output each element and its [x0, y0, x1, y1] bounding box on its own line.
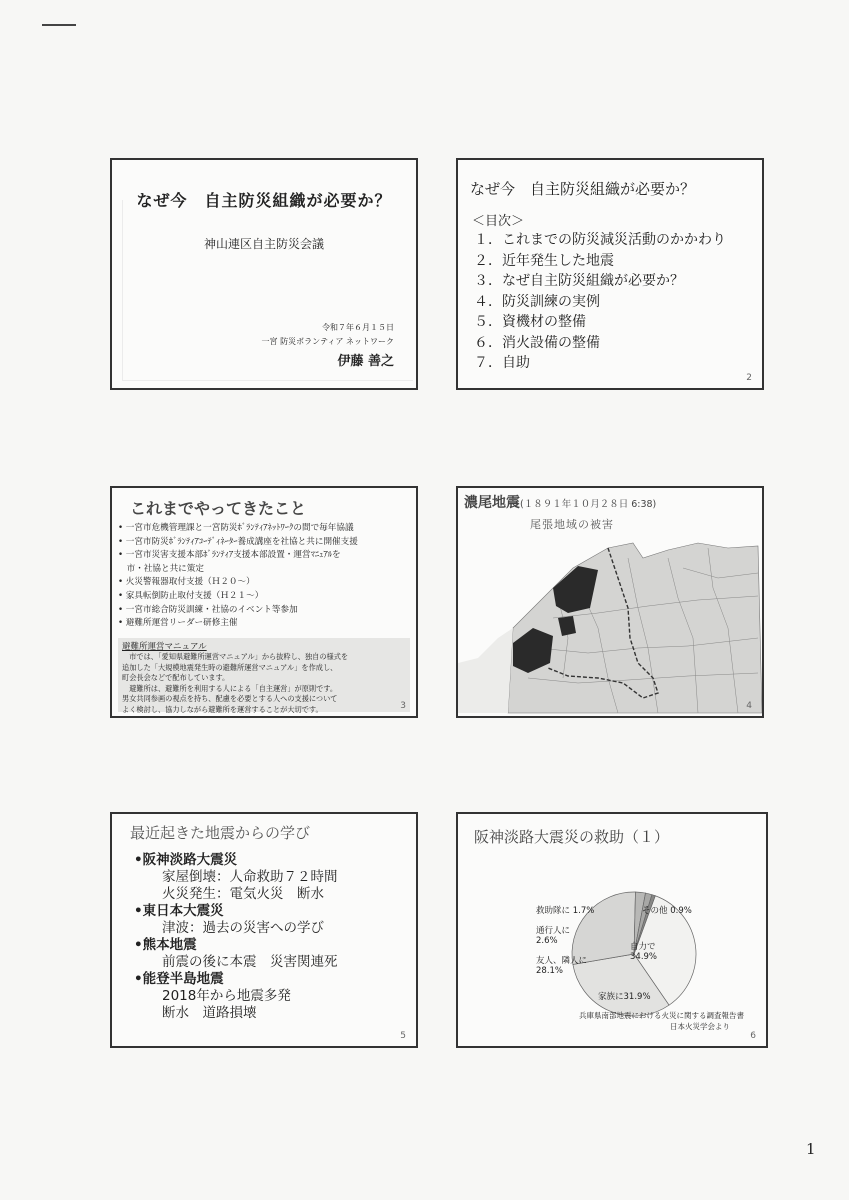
slide-number: 5	[400, 1031, 406, 1041]
list-item: 市・社協と共に策定	[118, 563, 204, 574]
note-line: 追加した「大規模地震発生時の避難所運営マニュアル」を作成し、	[122, 662, 338, 672]
note-title: 避難所運営マニュアル	[122, 642, 207, 652]
slide-number: 4	[746, 701, 752, 711]
slide-2	[456, 158, 764, 390]
pie-label-friends: 友人、隣人に 28.1%	[536, 956, 588, 976]
toc-item: ５．資機材の整備	[474, 314, 586, 330]
note-line: 町会長会などで配布しています。	[122, 673, 230, 683]
slide-3	[110, 486, 418, 718]
map-heading: 濃尾地震	[464, 495, 520, 511]
slide-number: 3	[400, 701, 406, 711]
pie-value-family: 31.9%	[623, 992, 651, 1002]
section-line: 家屋倒壊：人命救助７２時間	[162, 869, 338, 885]
slide-title: 最近起きた地震からの学び	[130, 824, 311, 842]
source-citation: 兵庫県南部地震における火災に関する調査報告書	[579, 1011, 744, 1020]
presentation-date: 令和７年６月１５日	[322, 323, 394, 332]
slide-number: 6	[750, 1031, 756, 1041]
pie-value-other: 0.9%	[670, 906, 692, 916]
toc-item: ７．自助	[474, 355, 530, 371]
earthquake-date: (１８９１年１０月２８日 6:38)	[520, 499, 657, 510]
slide-6	[456, 812, 768, 1048]
slide-title: 阪神淡路大震災の救助（１）	[474, 828, 670, 846]
toc-item: ４．防災訓練の実例	[474, 293, 600, 310]
note-line: 避難所は、避難所を利用する人による「自主運営」が原則です。	[122, 683, 338, 693]
pie-label-family: 家族に31.9%	[598, 992, 651, 1002]
manual-note-box	[118, 638, 410, 712]
toc-item: ６．消火設備の整備	[474, 334, 600, 351]
pie-label-passerby: 通行人に 2.6%	[536, 926, 571, 946]
note-line: 男女共同参画の視点を持ち、配慮を必要とする人への支援について	[122, 694, 338, 704]
presenter-organization: 一宮 防災ボランティア ネットワーク	[261, 337, 394, 346]
slide-title: なぜ今 自主防災組織が必要か？	[136, 191, 392, 210]
earthquake-lessons	[134, 852, 338, 1022]
section-line: 2018年から地震多発	[162, 988, 291, 1004]
pie-label-other: その他 0.9%	[642, 906, 692, 916]
pie-label-self: 自力で 34.9%	[630, 942, 658, 962]
section-heading: •能登半島地震	[134, 971, 224, 987]
toc-list	[474, 230, 726, 374]
pie-value-rescue-team: 1.7%	[572, 906, 595, 916]
list-item: • 一宮市危機管理課と一宮防災ﾎﾞﾗﾝﾃｨｱﾈｯﾄﾜｰｸの間で毎年協議	[118, 523, 354, 533]
page-number: 1	[806, 1140, 816, 1158]
list-item: • 火災警報器取付支援（Ｈ２０～）	[118, 577, 255, 588]
pie-label-rescue-team: 救助隊に 1.7%	[536, 906, 595, 916]
section-line: 前震の後に本震 災害関連死	[162, 954, 338, 970]
pie-value-friends: 28.1%	[536, 966, 564, 976]
list-item: • 一宮市災害支援本部ﾎﾞﾗﾝﾃｨｱ支援本部設置・運営ﾏﾆｭｱﾙを	[118, 550, 341, 561]
slide-title: なぜ今 自主防災組織が必要か？	[470, 180, 696, 198]
bay-shading	[458, 628, 513, 713]
slide-1	[110, 158, 418, 390]
page-corner-mark	[42, 24, 76, 26]
source-citation-society: 日本火災学会より	[670, 1022, 730, 1031]
note-line: 市では、「愛知県避難所運営マニュアル」から抜粋し、独自の様式を	[122, 652, 349, 661]
list-item: • 家具転倒防止取付支援（Ｈ２１～）	[118, 590, 264, 601]
list-item: • 一宮市総合防災訓練・社協のイベント等参加	[118, 604, 298, 615]
list-item: • 避難所運営リーダー研修主催	[118, 618, 238, 629]
toc-item: １．これまでの防災減災活動のかかわり	[474, 232, 726, 248]
slide-number: 2	[746, 373, 752, 383]
pie-slice-friends	[572, 892, 635, 964]
section-line: 断水 道路損壊	[162, 1005, 257, 1021]
section-line: 火災発生：電気火災 断水	[162, 886, 324, 902]
list-item: • 一宮市防災ﾎﾞﾗﾝﾃｨｱｺｰﾃﾞｨﾈｰﾀｰ養成講座を社協と共に開催支援	[118, 536, 358, 547]
toc-item: ３．なぜ自主防災組織が必要か？	[474, 273, 684, 289]
pie-value-self: 34.9%	[630, 952, 658, 962]
toc-item: ２．近年発生した地震	[474, 252, 614, 269]
slide-title: これまでやってきたこと	[130, 499, 307, 518]
slide-5	[110, 812, 418, 1048]
pie-value-passerby: 2.6%	[536, 936, 558, 946]
section-heading: •阪神淡路大震災	[134, 852, 238, 868]
activity-list	[118, 522, 358, 631]
map-title: 尾張地域の被害	[530, 518, 614, 531]
slide-4	[456, 486, 764, 718]
note-line: よく検討し、協力しながら避難所を運営することが大切です。	[122, 704, 323, 714]
section-line: 津波：過去の災害への学び	[162, 920, 324, 936]
section-heading: •東日本大震災	[134, 903, 224, 919]
section-heading: •熊本地震	[134, 937, 197, 953]
slide-subtitle: 神山連区自主防災会議	[203, 237, 324, 251]
slide-title	[464, 492, 656, 512]
presenter-name: 伊藤 善之	[337, 354, 394, 369]
toc-heading: ＜目次＞	[472, 214, 525, 229]
